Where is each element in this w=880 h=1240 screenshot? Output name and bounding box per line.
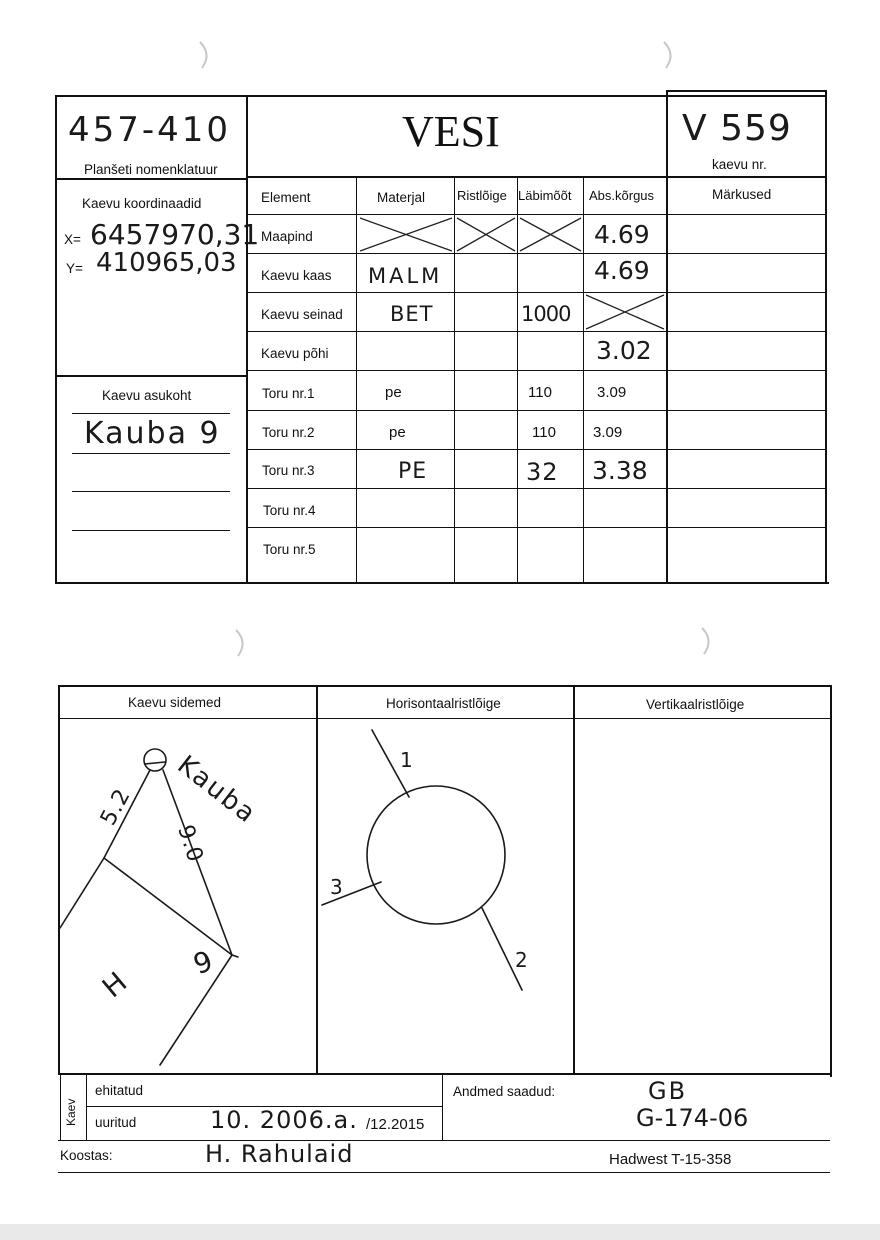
row-element: Maapind bbox=[261, 229, 313, 244]
header-materjal: Materjal bbox=[377, 190, 426, 205]
footer-compiled-label: Koostas: bbox=[60, 1148, 113, 1163]
cell-labimoot: 1000 bbox=[521, 302, 571, 326]
row-element: Toru nr.3 bbox=[262, 463, 315, 478]
tie-label-distance-1: 5.2 bbox=[96, 784, 136, 830]
y-value: 410965,03 bbox=[96, 248, 237, 278]
pipe-label-1: 1 bbox=[400, 748, 414, 772]
row-element: Toru nr.4 bbox=[263, 503, 316, 518]
row-element: Kaevu kaas bbox=[261, 268, 332, 283]
nomenclature-value: 457-410 bbox=[68, 110, 232, 150]
tie-label-h: H bbox=[95, 964, 135, 1005]
cell-labimoot: 110 bbox=[532, 424, 556, 441]
cell-abs-korgus: 4.69 bbox=[594, 220, 650, 249]
footer-data-label: Andmed saadud: bbox=[453, 1084, 556, 1099]
row-element: Kaevu seinad bbox=[261, 307, 343, 322]
footer-side-label: Kaev bbox=[64, 1098, 78, 1126]
cell-labimoot: 110 bbox=[528, 384, 552, 401]
header-labimoot: Läbimõõt bbox=[518, 188, 572, 203]
cell-abs-korgus: 3.09 bbox=[593, 424, 623, 441]
coordinates-label: Kaevu koordinaadid bbox=[82, 196, 202, 211]
y-label: Y= bbox=[66, 261, 83, 276]
cell-abs-korgus: 3.38 bbox=[592, 456, 648, 485]
scan-edge bbox=[0, 1224, 880, 1240]
footer-data-value-2: G-174-06 bbox=[636, 1104, 749, 1132]
cell-materjal: pe bbox=[389, 424, 406, 441]
footer-reference: Hadwest T-15-358 bbox=[609, 1151, 732, 1168]
well-number-label: kaevu nr. bbox=[712, 157, 767, 172]
header-abs-korgus: Abs.kõrgus bbox=[589, 188, 655, 203]
cell-labimoot: 32 bbox=[526, 458, 559, 486]
header-markused: Märkused bbox=[712, 187, 772, 202]
row-element: Toru nr.5 bbox=[263, 542, 316, 557]
cell-materjal: PE bbox=[398, 459, 428, 484]
footer-built-label: ehitatud bbox=[95, 1083, 144, 1098]
sketch-header-ties: Kaevu sidemed bbox=[128, 695, 222, 710]
location-value: Kauba 9 bbox=[84, 416, 221, 451]
cell-abs-korgus: 3.02 bbox=[596, 336, 652, 365]
sketch-header-horizontal: Horisontaalristlõige bbox=[386, 696, 501, 711]
footer-compiled-value: H. Rahulaid bbox=[205, 1140, 354, 1168]
pipe-label-3: 3 bbox=[330, 875, 344, 899]
footer-data-value-1: GB bbox=[648, 1077, 688, 1105]
cell-abs-korgus: 3.09 bbox=[597, 384, 627, 401]
row-element: Kaevu põhi bbox=[261, 346, 329, 361]
x-value: 6457970,31 bbox=[90, 218, 260, 251]
footer-surveyed-value: 10. 2006.a. bbox=[210, 1106, 358, 1134]
cell-materjal: MALM bbox=[368, 264, 443, 288]
cell-abs-korgus: 4.69 bbox=[594, 256, 650, 285]
header-element: Element bbox=[261, 190, 311, 205]
cell-materjal: BET bbox=[390, 302, 434, 326]
well-number-value: V 559 bbox=[682, 108, 792, 149]
pipe-label-2: 2 bbox=[515, 948, 529, 972]
page-title: VESI bbox=[402, 107, 500, 156]
sketch-header-vertical: Vertikaalristlõige bbox=[646, 697, 745, 712]
footer-surveyed-label: uuritud bbox=[95, 1115, 137, 1130]
row-element: Toru nr.1 bbox=[262, 386, 315, 401]
nomenclature-label: Planšeti nomenklatuur bbox=[84, 162, 218, 177]
header-ristloige: Ristlõige bbox=[457, 188, 507, 203]
cell-materjal: pe bbox=[385, 384, 402, 401]
footer-surveyed-suffix: /12.2015 bbox=[366, 1116, 425, 1133]
tie-label-number: 9 bbox=[188, 943, 218, 982]
location-label: Kaevu asukoht bbox=[102, 388, 192, 403]
x-label: X= bbox=[64, 232, 81, 247]
tie-label-distance-2: 9.0 bbox=[172, 822, 208, 866]
tie-label-street: Kauba bbox=[171, 750, 263, 830]
row-element: Toru nr.2 bbox=[262, 425, 315, 440]
